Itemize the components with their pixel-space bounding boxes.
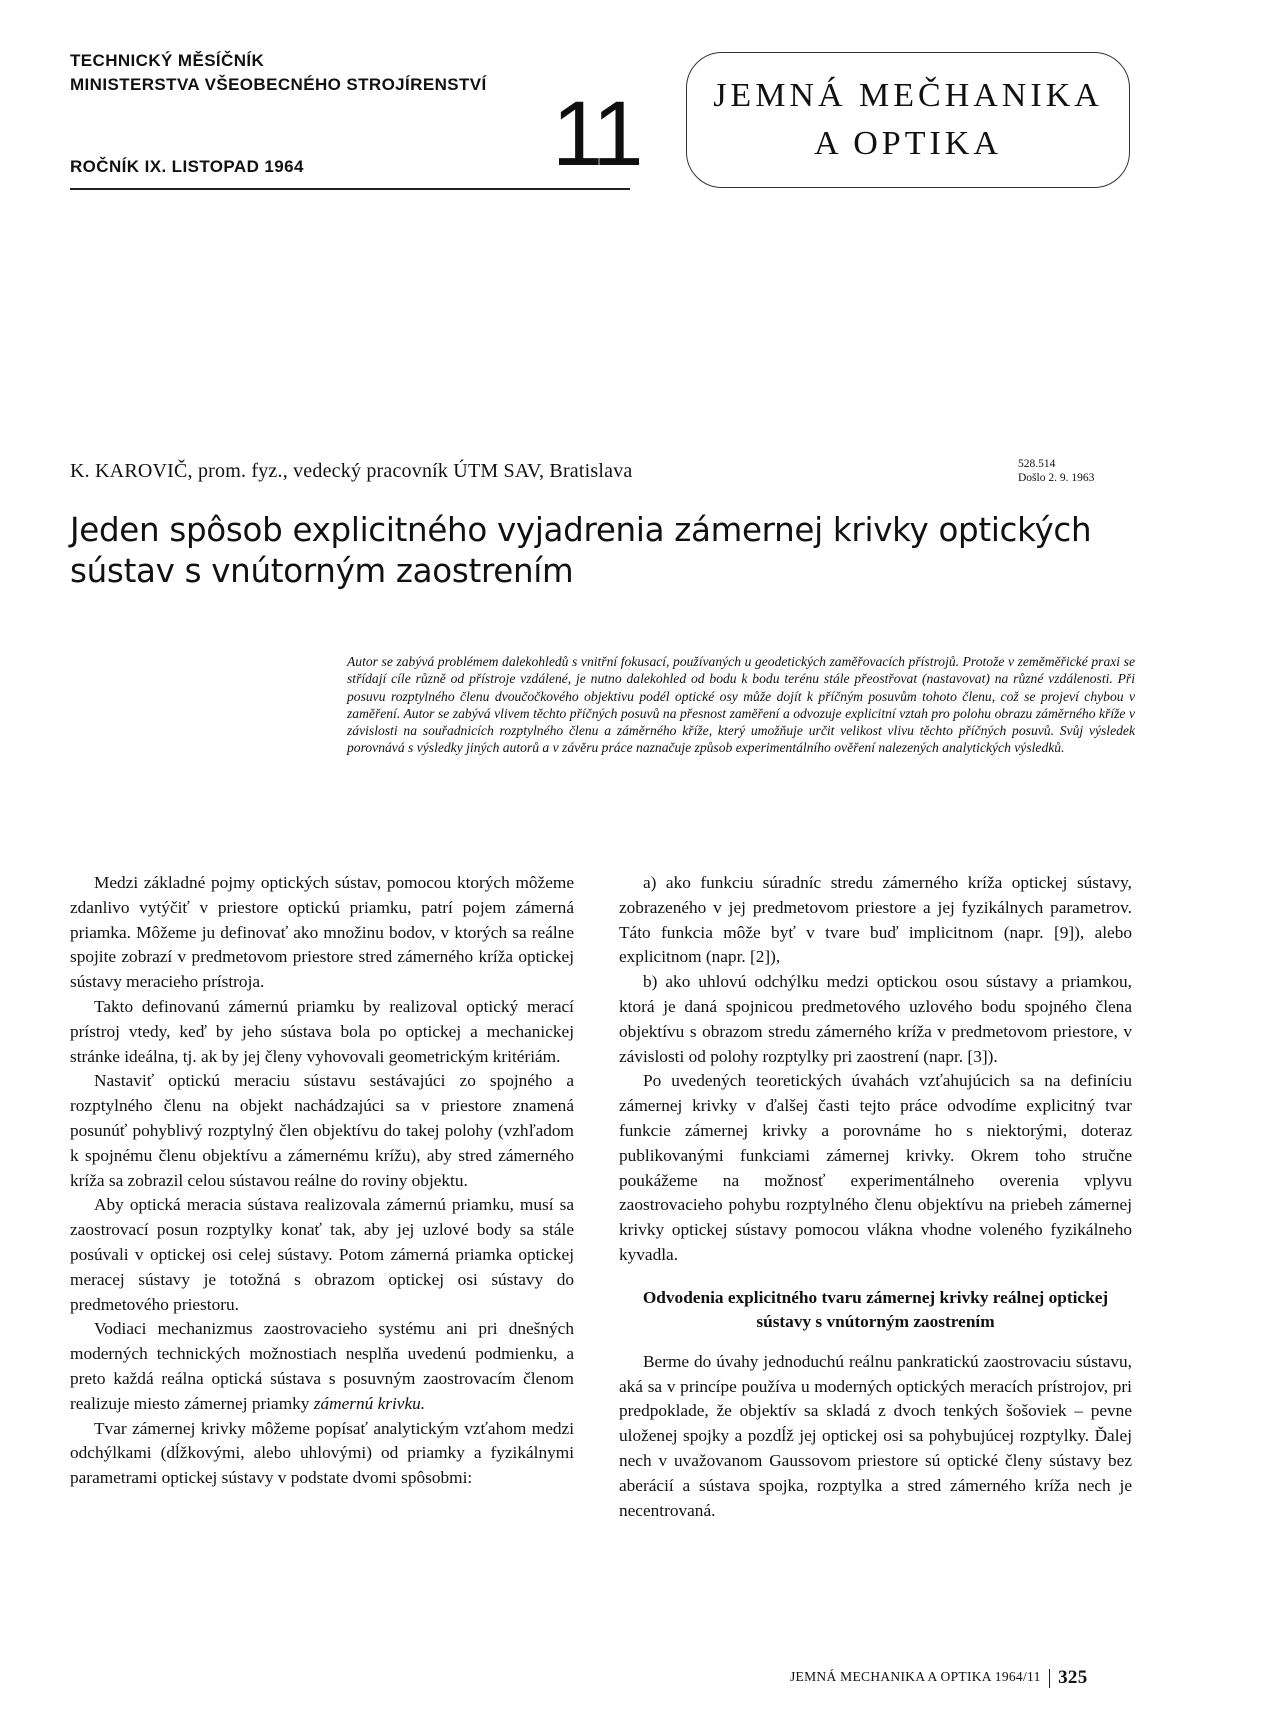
masthead-line-1: TECHNICKÝ MĚSÍČNÍK	[70, 51, 265, 70]
section-heading: Odvodenia explicitného tvaru zámernej krivky reálnej optickej sústavy s vnútorným zaostrením	[642, 1287, 1109, 1331]
body-left-column	[70, 871, 574, 1491]
classification-info	[1018, 457, 1094, 485]
italic-term: zámernú krivku.	[313, 1393, 426, 1413]
article-title: Jeden spôsob explicitného vyjadrenia zámernej krivky optických sústav s vnútorným zaostrením	[70, 511, 1092, 590]
paragraph-text: Vodiaci mechanizmus zaostrovacieho systému ani pri dnešných moderných technických možnostiach nesplňa uvedenú podmienku, a preto každá reálna optická sústava s posuvným zaostrovacím členom realizuje miesto zámernej priamky	[70, 1319, 574, 1413]
journal-title-line-2: A OPTIKA	[814, 125, 1002, 162]
issue-number: 11	[552, 83, 640, 185]
page-number: 325	[1058, 1667, 1088, 1688]
paragraph: Medzi základné pojmy optických sústav, pomocou ktorých môžeme zdanlivo vytýčiť v priestore optickú priamku, patrí pojem zámerná priamka. Môžeme ju definovať ako množinu bodov, v ktorých sa reálne spojite zobrazí v predmetovom priestore stred zámerného kríža optickej sústavy meracieho prístroja.	[70, 873, 574, 992]
publisher-masthead	[70, 49, 487, 97]
paragraph: Aby optická meracia sústava realizovala zámernú priamku, musí sa zaostrovací posun rozptylky konať tak, aby jej uzlové body sa stále posúvali v optickej osi celej sústavy. Potom zámerná priamka optickej meracej sústavy je totožná s obrazom optickej osi sústavy do predmetového priestoru.	[70, 1195, 574, 1314]
paragraph: Takto definovanú zámernú priamku by realizoval optický merací prístroj vtedy, keď by jeho sústava bola po optickej a mechanickej stránke ideálna, tj. ak by jej členy vyhovovali geometrickým kritériám.	[70, 996, 574, 1066]
paragraph	[70, 1317, 574, 1416]
paragraph: Po uvedených teoretických úvahách vzťahujúcich sa na definíciu zámernej krivky v ďalšej časti tejto práce odvodíme explicitný tvar funkcie zámernej krivky a porovnáme ho s niektorými, doteraz publikovanými funkciami zámernej krivky. Okrem toho stručne poukážeme na možnosť experimentálneho overenia vplyvu zaostrovacieho pohybu rozptylného členu objektívu na priebeh zámernej krivky optickej sústavy pomocou vlákna vhodne voleného fyzikálneho kyvadla.	[619, 1071, 1132, 1264]
show-through-text	[600, 215, 1140, 445]
running-title: JEMNÁ MECHANIKA A OPTIKA 1964/11	[790, 1669, 1041, 1685]
footer-separator	[1049, 1669, 1051, 1688]
paragraph: b) ako uhlovú odchýlku medzi optickou osou sústavy a priamkou, ktorá je daná spojnicou predmetového uzlového bodu spojného člena objektívu s obrazom stredu zámerného kríža v predmetovom priestore, v závislosti od polohy rozptylky pri zaostrení (napr. [3]).	[619, 972, 1132, 1066]
masthead-line-2: MINISTERSTVA VŠEOBECNÉHO STROJÍRENSTVÍ	[70, 75, 487, 94]
article-author: K. KAROVIČ, prom. fyz., vedecký pracovník ÚTM SAV, Bratislava	[70, 460, 633, 482]
show-through-text	[80, 190, 580, 430]
header-rule	[70, 188, 630, 190]
journal-title-line-1: JEMNÁ MEČHANIKA	[713, 77, 1103, 114]
paragraph: a) ako funkciu súradníc stredu zámerného kríža optickej sústavy, zobrazeného v jej predmetovom priestore a jej fyzikálnych parametrov. Táto funkcia môže byť v tvare buď implicitnom (napr. [9]), alebo explicitnom (napr. [2]),	[619, 873, 1132, 967]
received-date: Došlo 2. 9. 1963	[1018, 472, 1095, 484]
body-right-column	[619, 871, 1132, 1523]
paragraph: Nastaviť optickú meraciu sústavu sestávajúci zo spojného a rozptylného členu na objekt nachádzajúci sa v priestore znamená posunúť pohyblivý rozptylný člen objektívu do takej polohy (vzhľadom k spojnému členu objektívu a zámernému krížu), aby stred zámerného kríža sa zobrazil celou sústavou reálne do roviny objektu.	[70, 1071, 574, 1190]
volume-issue-date: ROČNÍK IX. LISTOPAD 1964	[70, 157, 304, 176]
journal-title	[686, 72, 1130, 168]
page-footer	[790, 1667, 1088, 1689]
paragraph: Berme do úvahy jednoduchú reálnu pankratickú zaostrovaciu sústavu, aká sa v princípe používa u moderných optických meracích prístrojov, pri predpoklade, že objektív sa skladá z dvoch tenkých šošoviek – pevne uloženej spojky a pozdĺž jej optickej osi sa pohybujúcej rozptylky. Ďalej nech v uvažovanom Gaussovom priestore sú optické členy sústavy bez aberácií a sústava spojka, rozptylka a stred zámerného kríža nech je necentrovaná.	[619, 1351, 1132, 1520]
udc-code: 528.514	[1018, 458, 1056, 470]
paragraph: Tvar zámernej krivky môžeme popísať analytickým vzťahom medzi odchýlkami (dĺžkovými, alebo uhlovými) od priamky a fyzikálnymi parametrami optickej sústavy v podstate dvomi spôsobmi:	[70, 1418, 574, 1488]
article-abstract: Autor se zabývá problémem dalekohledů s vnitřní fokusací, používaných u geodetických zaměřovacích přístrojů. Protože v zeměměřické praxi se střídají cíle různě od přístroje vzdálené, je nutno dalekohled od bodu k bodu terénu stále přeostřovat (nastavovat) na různé vzdálenosti. Při posuvu rozptylného členu dvoučočkového objektivu podél optické osy může dojít k příčným posuvům tohoto členu, což se projeví chybou v zaměření. Autor se zabývá vlivem těchto příčných posuvů na přesnost zaměření a odvozuje explicitní vztah pro polohu obrazu záměrného kříže v závislosti na souřadnicích rozptylného členu a záměrného kříže, který umožňuje určit velikost vlivu těchto příčných posuvů. Svůj výsledek porovnává s výsledky jiných autorů a v závěru práce naznačuje způsob experimentálního ověření nalezených analytických výsledků.	[347, 654, 1135, 756]
